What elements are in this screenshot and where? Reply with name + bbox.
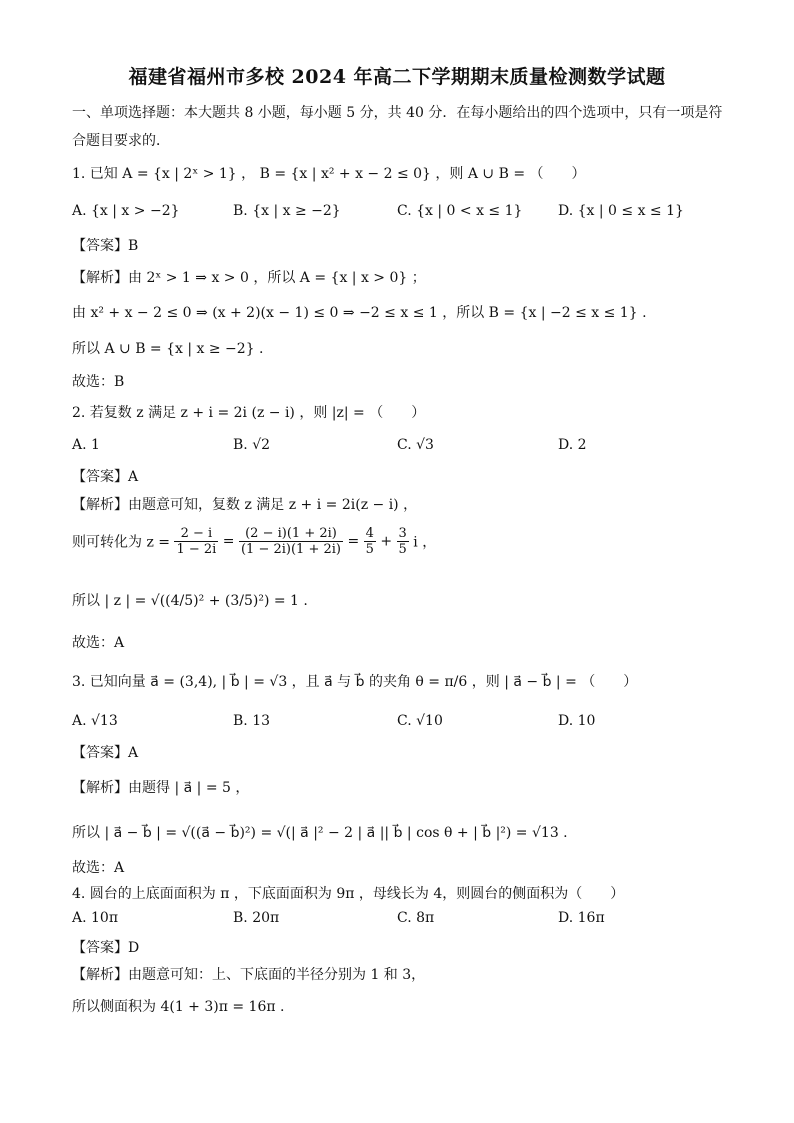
q2-fraction-3-den: 5 xyxy=(365,542,374,557)
q3-option-c: C. √10 xyxy=(397,713,443,729)
q2-fraction-4-num: 3 xyxy=(398,526,407,541)
q2-fraction-1 xyxy=(174,526,218,557)
q2-answer: 【答案】A xyxy=(72,469,139,485)
q1-option-d: D. {x | 0 ≤ x ≤ 1} xyxy=(558,203,684,219)
q1-option-b: B. {x | x ≥ −2} xyxy=(233,203,341,219)
question-2-stem: 2. 若复数 z 满足 z + i = 2i (z − i) ，则 |z| = （ ） xyxy=(72,405,426,421)
q3-explanation-2: 所以 | a⃗ − b⃗ | = √((a⃗ − b⃗)²) = √(| a⃗ |² − 2 | a⃗ || b⃗ | cos θ + | b⃗ |²) = √13 . xyxy=(72,825,568,841)
q2-fraction-4-den: 5 xyxy=(398,542,407,557)
q4-option-b: B. 20π xyxy=(233,910,280,926)
question-3-stem: 3. 已知向量 a⃗ = (3,4), | b⃗ | = √3 ，且 a⃗ 与 b⃗ 的夹角 θ = π/6 ，则 | a⃗ − b⃗ | = （ ） xyxy=(72,674,638,690)
q1-option-a: A. {x | x > −2} xyxy=(72,203,180,219)
question-4-stem: 4. 圆台的上底面面积为 π ，下底面面积为 9π ，母线长为 4，则圆台的侧面积为（ ） xyxy=(72,886,625,902)
q4-option-d: D. 16π xyxy=(558,910,605,926)
question-1-stem: 1. 已知 A = {x | 2ˣ > 1} ， B = {x | x² + x − 2 ≤ 0} ，则 A ∪ B = （ ） xyxy=(72,166,586,182)
q4-explanation-2: 所以侧面积为 4(1 + 3)π = 16π . xyxy=(72,999,285,1015)
q2-fraction-2 xyxy=(239,526,343,557)
q4-option-c: C. 8π xyxy=(397,910,435,926)
q2-fraction-4 xyxy=(397,526,409,557)
q2-explanation-2: 则可转化为 z = $\frac{2 - i}{1 - 2i}$ = $\frac{(2 - i)(1 + 2i)}{(1 - 2i)(1 + 2i)}$ = $\frac{4}{5}$ + $\frac{3}{5}$ i ， xyxy=(72,526,437,557)
q1-explanation-1: 【解析】由 2ˣ > 1 ⇒ x > 0 ，所以 A = {x | x > 0} ； xyxy=(72,270,426,286)
q2-option-d: D. 2 xyxy=(558,437,587,453)
q2-fraction-1-num: 2 − i xyxy=(174,526,218,542)
q3-answer: 【答案】A xyxy=(72,745,139,761)
q2-explanation-3: 所以 | z | = √((4/5)² + (3/5)²) = 1 . xyxy=(72,593,308,609)
page-title: 福建省福州市多校 2024 年高二下学期期末质量检测数学试题 xyxy=(128,66,666,88)
q2-ex2-suffix: i ， xyxy=(413,534,437,551)
q3-option-a: A. √13 xyxy=(72,713,118,729)
q1-answer: 【答案】B xyxy=(72,238,139,254)
q2-option-b: B. √2 xyxy=(233,437,271,453)
q1-explanation-2: 由 x² + x − 2 ≤ 0 ⇒ (x + 2)(x − 1) ≤ 0 ⇒ −2 ≤ x ≤ 1 ，所以 B = {x | −2 ≤ x ≤ 1} . xyxy=(72,305,647,321)
q2-fraction-1-den: 1 − 2i xyxy=(176,542,217,557)
q2-fraction-3 xyxy=(364,526,376,557)
q4-answer: 【答案】D xyxy=(72,940,140,956)
q3-option-b: B. 13 xyxy=(233,713,271,729)
q2-option-a: A. 1 xyxy=(72,437,100,453)
q3-explanation-1: 【解析】由题得 | a⃗ | = 5 ， xyxy=(72,780,250,796)
q3-option-d: D. 10 xyxy=(558,713,596,729)
q2-ex2-prefix: 则可转化为 z = xyxy=(72,534,171,551)
q2-fraction-2-num: (2 − i)(1 + 2i) xyxy=(239,526,343,542)
q1-option-c: C. {x | 0 < x ≤ 1} xyxy=(397,203,523,219)
q2-explanation-1: 【解析】由题意可知，复数 z 满足 z + i = 2i(z − i) ， xyxy=(72,497,418,513)
section-intro-cont: 合题目要求的． xyxy=(72,133,170,149)
q3-choice: 故选：A xyxy=(72,860,125,876)
q2-fraction-3-num: 4 xyxy=(365,526,374,541)
q2-fraction-2-den: (1 − 2i)(1 + 2i) xyxy=(240,542,341,557)
q4-explanation-1: 【解析】由题意可知：上、下底面的半径分别为 1 和 3， xyxy=(72,967,426,983)
section-intro: 一、单项选择题：本大题共 8 小题，每小题 5 分，共 40 分．在每小题给出的四个选项中，只有一项是符 xyxy=(72,105,723,121)
q2-choice: 故选：A xyxy=(72,635,125,651)
q4-option-a: A. 10π xyxy=(72,910,119,926)
q2-option-c: C. √3 xyxy=(397,437,434,453)
q1-explanation-3: 所以 A ∪ B = {x | x ≥ −2} . xyxy=(72,341,264,357)
q1-choice: 故选：B xyxy=(72,374,125,390)
